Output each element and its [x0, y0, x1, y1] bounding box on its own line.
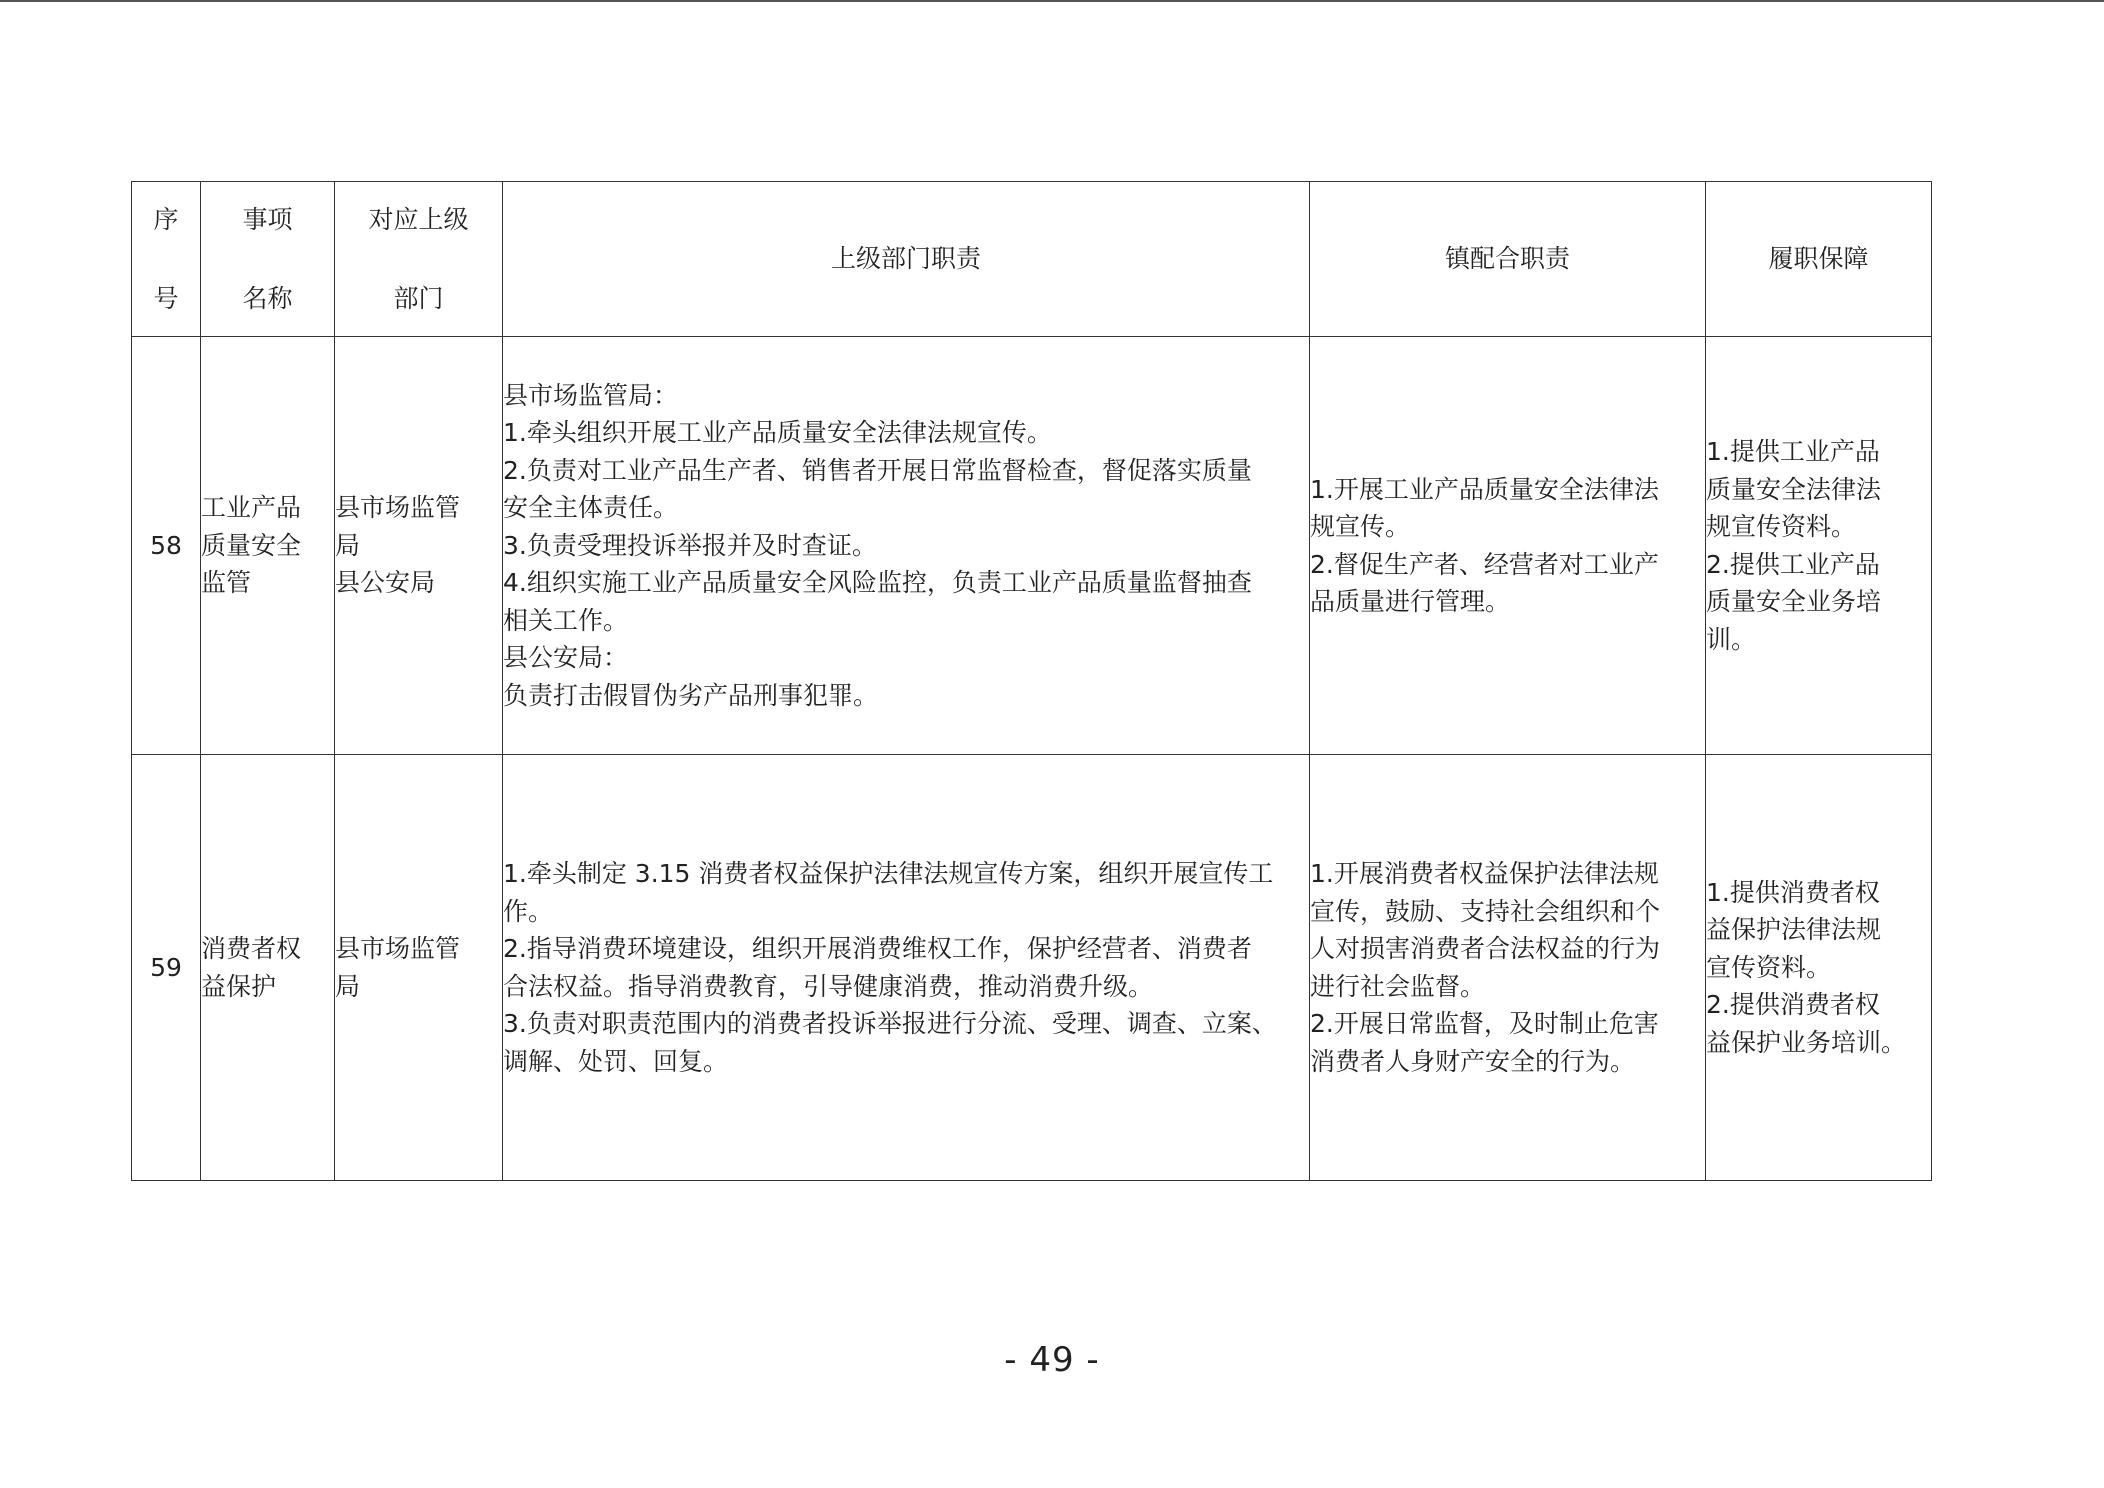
header-upper-dept-line2: 部门 — [393, 284, 444, 313]
header-row — [132, 182, 1932, 337]
dept-line: 县市场监管 — [335, 934, 461, 963]
town-duty-line: 消费者人身财产安全的行为。 — [1310, 1046, 1636, 1076]
guarantee-line: 益保护业务培训。 — [1706, 1027, 1907, 1057]
page-number: - 49 - — [1004, 1340, 1100, 1380]
upper-dept-cell — [335, 755, 503, 1181]
guarantee-line: 质量安全法律法 — [1706, 474, 1882, 504]
item-name-line: 质量安全 — [201, 530, 302, 560]
item-name-line: 消费者权 — [201, 934, 302, 963]
row-number: 59 — [132, 755, 201, 1181]
responsibility-table — [131, 181, 1932, 1181]
header-guarantee: 履职保障 — [1706, 182, 1932, 337]
duty-line: 合法权益。指导消费教育，引导健康消费，推动消费升级。 — [503, 971, 1154, 1001]
guarantee-line: 益保护法律法规 — [1706, 915, 1882, 945]
header-seq-line2: 号 — [153, 284, 179, 313]
duty-line: 县市场监管局： — [503, 380, 679, 410]
duty-line: 2.负责对工业产品生产者、销售者开展日常监督检查，督促落实质量 — [503, 455, 1252, 485]
guarantee-line: 规宣传资料。 — [1706, 512, 1857, 541]
guarantee-cell — [1706, 755, 1932, 1181]
town-duty-line: 1.开展工业产品质量安全法律法 — [1310, 474, 1659, 504]
upper-duty-cell — [503, 755, 1310, 1181]
town-duty-line: 品质量进行管理。 — [1310, 587, 1511, 616]
town-duty-line: 人对损害消费者合法权益的行为 — [1310, 934, 1661, 963]
dept-line: 局 — [335, 530, 361, 560]
guarantee-line: 宣传资料。 — [1706, 952, 1832, 982]
header-item-name-line1: 事项 — [242, 205, 293, 234]
guarantee-line: 2.提供消费者权 — [1706, 990, 1880, 1020]
guarantee-line: 2.提供工业产品 — [1706, 549, 1880, 579]
header-town-duty: 镇配合职责 — [1310, 182, 1706, 337]
item-name-cell — [201, 755, 335, 1181]
duty-line: 调解、处罚、回复。 — [503, 1046, 729, 1076]
header-item-name — [201, 182, 335, 337]
town-duty-line: 1.开展消费者权益保护法律法规 — [1310, 859, 1659, 888]
header-item-name-line2: 名称 — [242, 284, 293, 313]
town-duty-line: 2.开展日常监督，及时制止危害 — [1310, 1009, 1659, 1038]
dept-line: 县公安局 — [335, 568, 436, 598]
town-duty-line: 2.督促生产者、经营者对工业产 — [1310, 549, 1659, 579]
guarantee-line: 质量安全业务培 — [1706, 587, 1882, 616]
guarantee-line: 1.提供工业产品 — [1706, 437, 1880, 466]
duty-line: 安全主体责任。 — [503, 493, 679, 523]
town-duty-line: 宣传，鼓励、支持社会组织和个 — [1310, 896, 1661, 926]
table-row — [132, 755, 1932, 1181]
duty-line: 相关工作。 — [503, 605, 629, 635]
dept-line: 县市场监管 — [335, 493, 461, 523]
dept-line: 局 — [335, 971, 361, 1001]
duty-line: 4.组织实施工业产品质量安全风险监控，负责工业产品质量监督抽查 — [503, 568, 1252, 598]
guarantee-line: 1.提供消费者权 — [1706, 877, 1880, 907]
header-seq-line1: 序 — [153, 205, 179, 234]
duty-line: 3.负责对职责范围内的消费者投诉举报进行分流、受理、调查、立案、 — [503, 1009, 1277, 1038]
town-duty-cell — [1310, 337, 1706, 755]
item-name-line: 益保护 — [201, 971, 277, 1001]
row-number: 58 — [132, 337, 201, 755]
upper-duty-cell — [503, 337, 1310, 755]
duty-line: 2.指导消费环境建设，组织开展消费维权工作，保护经营者、消费者 — [503, 934, 1252, 963]
header-upper-duty: 上级部门职责 — [503, 182, 1310, 337]
guarantee-cell — [1706, 337, 1932, 755]
upper-dept-cell — [335, 337, 503, 755]
duty-line: 1.牵头制定 3.15 消费者权益保护法律法规宣传方案，组织开展宣传工 — [503, 859, 1274, 888]
duty-line: 1.牵头组织开展工业产品质量安全法律法规宣传。 — [503, 418, 1052, 448]
guarantee-line: 训。 — [1706, 624, 1757, 654]
town-duty-cell — [1310, 755, 1706, 1181]
duty-line: 3.负责受理投诉举报并及时查证。 — [503, 530, 877, 560]
item-name-cell — [201, 337, 335, 755]
town-duty-line: 规宣传。 — [1310, 512, 1411, 541]
duty-line: 作。 — [503, 896, 554, 926]
header-upper-dept — [335, 182, 503, 337]
duty-line: 县公安局： — [503, 643, 629, 673]
item-name-line: 监管 — [201, 568, 252, 598]
top-border-line — [0, 0, 2104, 2]
table-row — [132, 337, 1932, 755]
duty-line: 负责打击假冒伪劣产品刑事犯罪。 — [503, 680, 879, 710]
header-seq — [132, 182, 201, 337]
header-upper-dept-line1: 对应上级 — [368, 205, 469, 234]
town-duty-line: 进行社会监督。 — [1310, 971, 1486, 1001]
item-name-line: 工业产品 — [201, 493, 302, 523]
